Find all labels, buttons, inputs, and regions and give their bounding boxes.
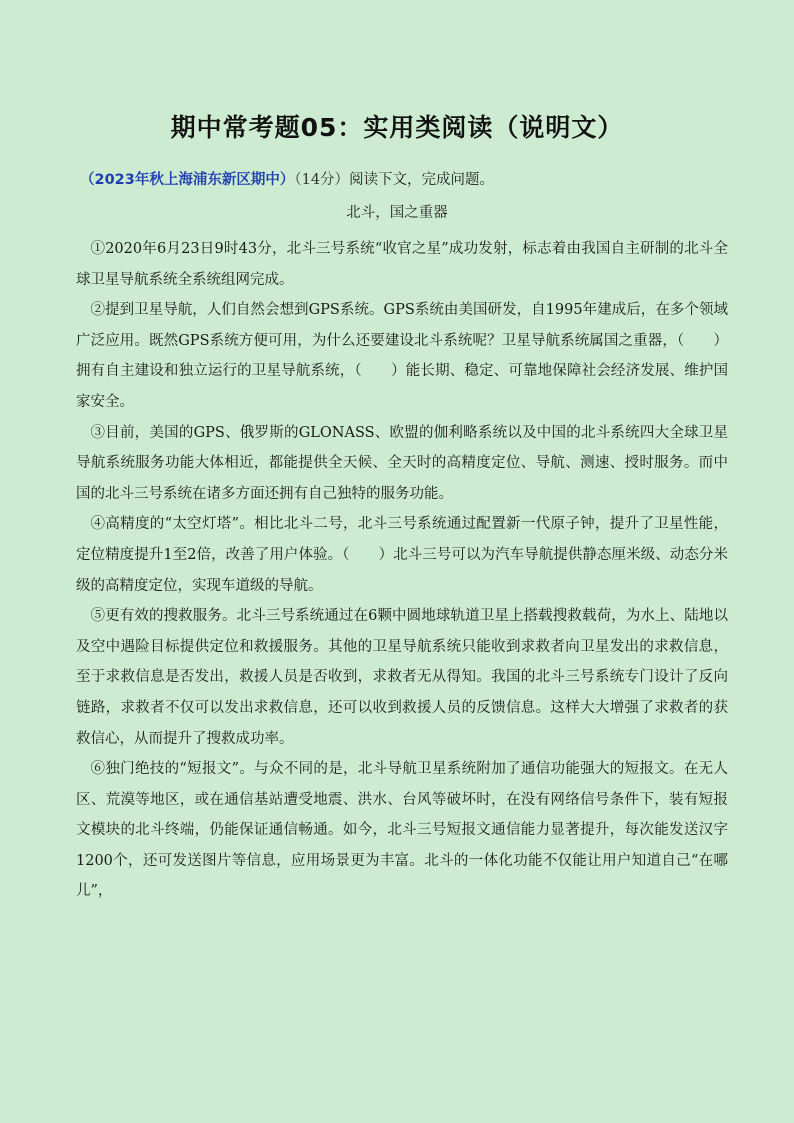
question-source: （2023年秋上海浦东新区期中） xyxy=(80,172,295,188)
paragraph-3: ③目前，美国的GPS、俄罗斯的GLONASS、欧盟的伽利略系统以及中国的北斗系统四大全球卫星导航系统服务功能大体相近，都能提供全天候、全天时的高精度定位、导航、测速、授时服务。而中国的北斗三号系统在诸多方面还拥有自己独特的服务功能。 xyxy=(76,424,728,502)
paragraph-4: ④高精度的“太空灯塔”。相比北斗二号，北斗三号系统通过配置新一代原子钟，提升了卫星性能，定位精度提升1至2倍，改善了用户体验。（ ）北斗三号可以为汽车导航提供静态厘米级、动态分米级的高精度定位，实现车道级的导航。 xyxy=(76,516,728,594)
question-score: （14分） xyxy=(294,172,350,188)
question-intro xyxy=(80,170,720,190)
article-body xyxy=(76,234,728,907)
paragraph-1: ①2020年6月23日9时43分，北斗三号系统“收官之星”成功发射，标志着由我国自主研制的北斗全球卫星导航系统全系统组网完成。 xyxy=(76,241,728,288)
paragraph-6: ⑥独门绝技的“短报文”。与众不同的是，北斗导航卫星系统附加了通信功能强大的短报文。在无人区、荒漠等地区，或在通信基站遭受地震、洪水、台风等破坏时，在没有网络信号条件下，装有短报文模块的北斗终端，仍能保证通信畅通。如今，北斗三号短报文通信能力显著提升，每次能发送汉字1200个，还可发送图片等信息，应用场景更为丰富。北斗的一体化功能不仅能让用户知道自己“在哪儿”， xyxy=(76,761,728,900)
question-instruction: 阅读下文，完成问题。 xyxy=(349,172,495,188)
article-title: 北斗，国之重器 xyxy=(346,205,448,221)
paragraph-5: ⑤更有效的搜救服务。北斗三号系统通过在6颗中圆地球轨道卫星上搭载搜救载荷，为水上、陆地以及空中遇险目标提供定位和救援服务。其他的卫星导航系统只能收到求救者向卫星发出的求救信息，至于求救信息是否发出，救援人员是否收到，求救者无从得知。我国的北斗三号系统专门设计了反向链路，求救者不仅可以发出求救信息，还可以收到救援人员的反馈信息。这样大大增强了求救者的获救信心，从而提升了搜救成功率。 xyxy=(76,608,728,747)
paragraph-2: ②提到卫星导航，人们自然会想到GPS系统。GPS系统由美国研发，自1995年建成后，在多个领域广泛应用。既然GPS系统方便可用，为什么还要建设北斗系统呢？卫星导航系统属国之重器，（ ）拥有自主建设和独立运行的卫星导航系统，（ ）能长期、稳定、可靠地保障社会经济发展、维护国家安全。 xyxy=(76,302,728,410)
page-title: 期中常考题05：实用类阅读（说明文） xyxy=(170,113,624,142)
